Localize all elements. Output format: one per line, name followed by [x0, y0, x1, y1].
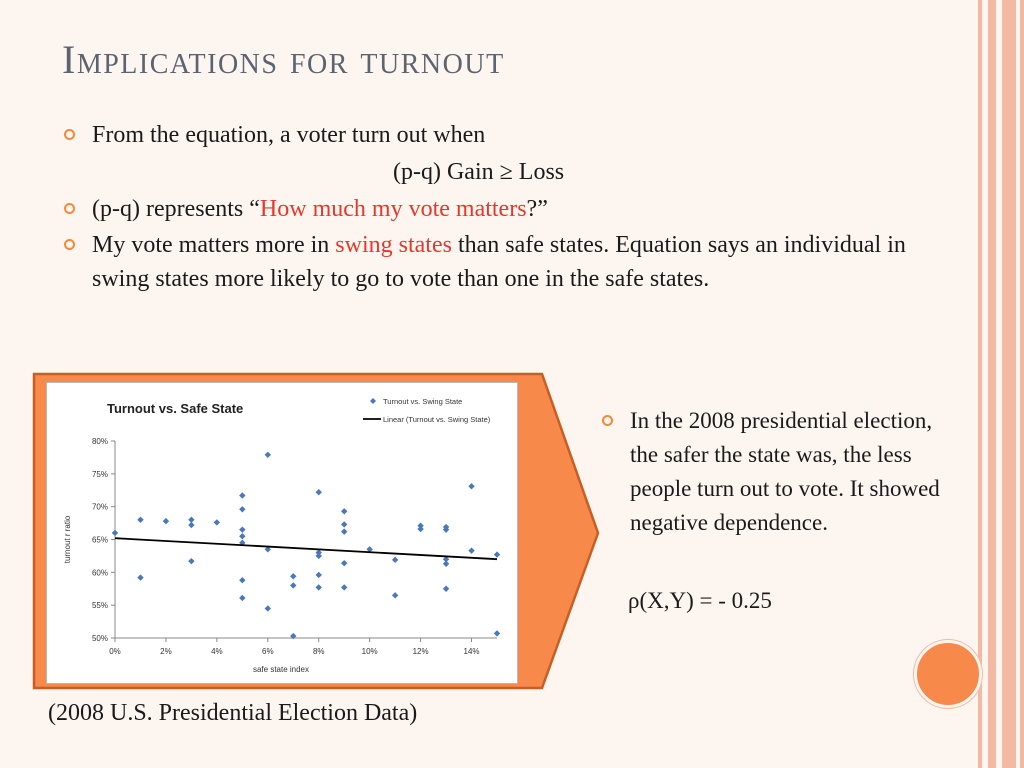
equation: (p-q) Gain ≥ Loss [393, 159, 565, 185]
x-tick-label: 14% [463, 647, 480, 656]
chart-title: Turnout vs. Safe State [107, 401, 244, 416]
data-point [239, 577, 245, 583]
data-point [341, 584, 347, 590]
data-point [494, 630, 500, 636]
y-tick-label: 80% [91, 437, 108, 446]
x-tick-label: 0% [109, 647, 121, 656]
y-tick-label: 65% [91, 535, 108, 545]
data-point [214, 519, 220, 525]
data-point [341, 560, 347, 566]
decor-stripe-2 [988, 0, 996, 768]
scatter-chart [46, 382, 518, 684]
bullet-marker-icon [64, 129, 75, 140]
x-tick-label: 4% [211, 647, 223, 656]
bullet-marker-icon [602, 415, 613, 426]
side-bullet-item [600, 404, 960, 540]
y-tick-label: 70% [91, 502, 108, 512]
bullet-text: From the equation, a voter turn out when [92, 122, 486, 148]
data-point [392, 592, 398, 598]
data-point [137, 517, 143, 523]
side-note [600, 404, 960, 542]
y-tick-label: 50% [91, 634, 108, 643]
data-point [494, 551, 500, 557]
bullet-list [62, 118, 952, 298]
bullet-highlight: swing states [335, 232, 452, 258]
data-point [188, 558, 194, 564]
data-point [392, 557, 398, 563]
data-point [290, 573, 296, 579]
data-point [443, 561, 449, 567]
decor-stripe-1 [978, 0, 982, 768]
data-point [341, 521, 347, 527]
x-tick-label: 2% [160, 647, 172, 656]
bullet-text-pre: (p-q) represents “ [92, 196, 260, 222]
data-point [316, 489, 322, 495]
bullet-marker-icon [64, 239, 75, 250]
bullet-marker-icon [64, 203, 75, 214]
data-point [341, 528, 347, 534]
data-point [239, 492, 245, 498]
data-point [316, 553, 322, 559]
x-tick-label: 10% [361, 647, 378, 656]
x-tick-label: 6% [262, 647, 274, 656]
data-point [468, 547, 474, 553]
decor-stripe-3 [1002, 0, 1016, 768]
legend-label: Turnout vs. Swing State [383, 397, 463, 406]
chart-canvas [47, 383, 517, 683]
legend-marker-icon [370, 398, 376, 404]
data-point [290, 582, 296, 588]
bullet-text-pre: My vote matters more in [92, 232, 336, 258]
data-point [112, 530, 118, 536]
decor-stripe-4 [1020, 0, 1024, 768]
data-point [137, 574, 143, 580]
data-point [265, 605, 271, 611]
x-tick-label: 12% [412, 647, 429, 656]
chart-caption: (2008 U.S. Presidential Election Data) [48, 700, 418, 726]
data-point [239, 526, 245, 532]
data-point [163, 518, 169, 524]
data-point [239, 595, 245, 601]
bullet-highlight: How much my vote matters [259, 196, 527, 222]
data-point [443, 586, 449, 592]
data-point [239, 506, 245, 512]
y-tick-label: 75% [91, 469, 108, 479]
data-point [265, 452, 271, 458]
data-point [316, 572, 322, 578]
y-axis-label: turnout r ratio [63, 515, 72, 564]
bullet-item [62, 228, 952, 296]
y-tick-label: 55% [91, 601, 108, 611]
x-tick-label: 8% [312, 647, 325, 656]
bullet-text-post: ?” [526, 196, 548, 222]
data-point [239, 533, 245, 539]
data-point [341, 508, 347, 514]
decor-circle [914, 640, 982, 708]
bullet-text-post: than safe states. Equation says an individual in swing states more likely to go to vote than one in the safe states. [92, 232, 906, 292]
correlation-value: ρ(X,Y) = - 0.25 [628, 588, 772, 613]
bullet-item [62, 118, 952, 152]
data-point [188, 522, 194, 528]
data-point [468, 483, 474, 489]
data-point [417, 526, 423, 532]
data-point [316, 584, 322, 590]
x-axis-label: safe state index [252, 665, 310, 674]
slide-title: Implications for turnout [62, 37, 505, 82]
bullet-item [62, 192, 952, 226]
trendline [115, 538, 497, 559]
legend-label: Linear (Turnout vs. Swing State) [383, 415, 491, 424]
side-bullet-text: In the 2008 presidential election, the safer the state was, the less people turn out to vote. It showed negative dependence. [630, 408, 940, 535]
y-tick-label: 60% [91, 568, 108, 578]
